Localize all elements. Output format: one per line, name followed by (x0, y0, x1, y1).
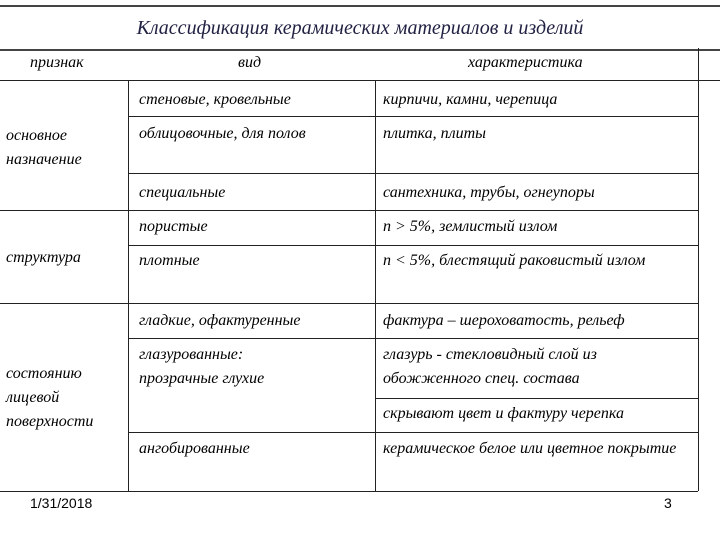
slide-title: Классификация керамических материалов и изделий (0, 5, 720, 51)
characteristic-cell: скрывают цвет и фактуру черепка (383, 405, 624, 422)
row-divider (128, 173, 698, 174)
characteristic-cell: п > 5%, землистый излом (383, 218, 558, 235)
type-cell: гладкие, офактуренные (139, 312, 301, 329)
column-divider (128, 80, 129, 491)
type-cell: ангобированные (139, 440, 250, 457)
row-divider (128, 245, 698, 246)
header-type: вид (238, 54, 262, 71)
column-divider (375, 80, 376, 491)
characteristic-cell: керамическое белое или цветное покрытие (383, 440, 677, 457)
sign-purpose: основное назначение (6, 127, 82, 168)
row-divider (0, 210, 698, 211)
characteristic-cell: кирпичи, камни, черепица (383, 91, 558, 108)
row-divider (128, 116, 698, 117)
page-number: 3 (664, 495, 672, 511)
row-divider (375, 398, 698, 399)
characteristic-cell: плитка, плиты (383, 125, 486, 142)
type-cell: пористые (139, 218, 208, 235)
type-cell: глазурованные: прозрачные глухие (139, 346, 265, 387)
characteristic-cell: п < 5%, блестящий раковистый излом (383, 252, 646, 269)
sign-structure: структура (6, 249, 81, 266)
type-cell: стеновые, кровельные (139, 91, 291, 108)
table-right-border (698, 48, 699, 491)
table-bottom-border (0, 491, 698, 492)
characteristic-cell: глазурь - стекловидный слой из обожженного спец. состава (383, 346, 597, 387)
row-divider (0, 80, 720, 81)
characteristic-cell: фактура – шероховатость, рельеф (383, 312, 625, 329)
type-cell: облицовочные, для полов (139, 125, 306, 142)
sign-surface: состоянию лицевой поверхности (6, 365, 94, 430)
header-characteristic: характеристика (468, 54, 583, 71)
type-cell: специальные (139, 184, 226, 201)
row-divider (128, 432, 698, 433)
row-divider (0, 303, 698, 304)
footer-date: 1/31/2018 (30, 495, 93, 511)
row-divider (128, 338, 698, 339)
header-sign: признак (30, 54, 84, 71)
type-cell: плотные (139, 252, 200, 269)
characteristic-cell: сантехника, трубы, огнеупоры (383, 184, 595, 201)
